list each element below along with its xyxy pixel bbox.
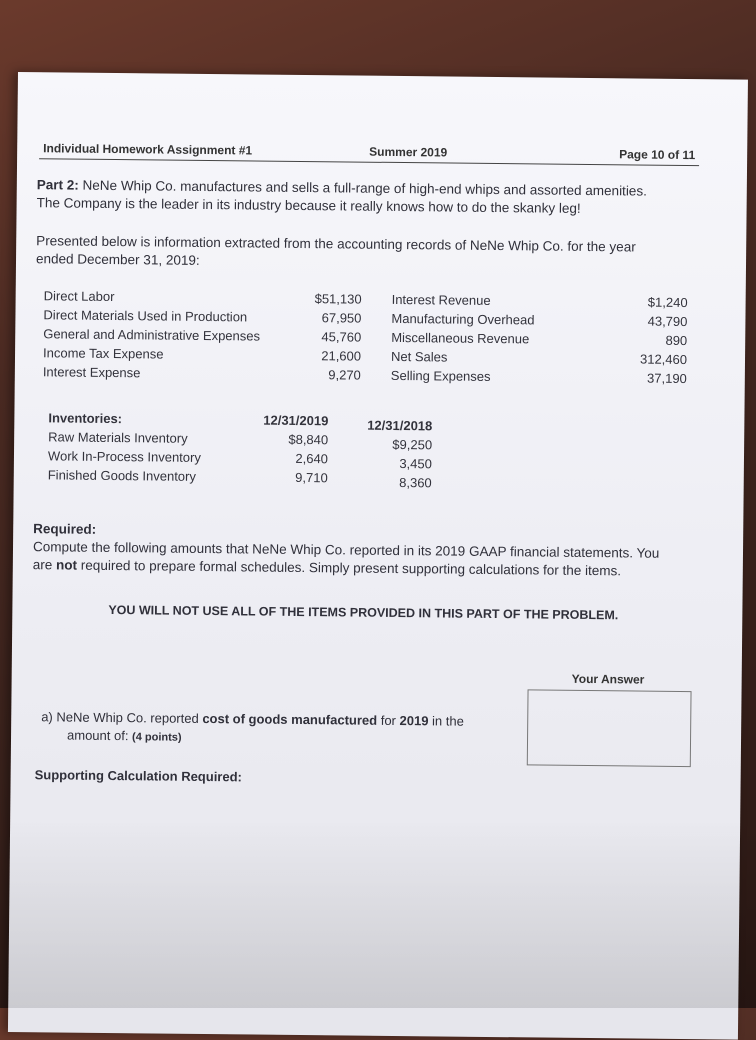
inventories-2019 <box>246 410 329 487</box>
account-label: Selling Expenses <box>390 367 491 384</box>
account-label: Interest Expense <box>42 364 141 381</box>
account-label: General and Administrative Expenses <box>43 326 261 344</box>
account-label: Manufacturing Overhead <box>391 310 535 328</box>
qa-mid: for <box>377 712 400 729</box>
inventories-labels <box>48 408 259 486</box>
part2-paragraph <box>37 176 647 218</box>
inventory-col-2019: 12/31/2019 <box>263 412 329 429</box>
notice-text: YOU WILL NOT USE ALL OF THE ITEMS PROVIDED IN THIS PART OF THE PROBLEM. <box>108 602 619 623</box>
part2-line1: NeNe Whip Co. manufactures and sells a full-range of high-end whips and assorted amenities. <box>78 177 647 199</box>
inventory-value: $8,840 <box>288 431 329 448</box>
accounts-right-labels <box>391 290 572 387</box>
required-line2c: required to prepare formal schedules. Simply present supporting calculations for the items. <box>77 557 622 579</box>
inventories-heading: Inventories: <box>48 410 123 427</box>
account-value: 9,270 <box>328 367 361 383</box>
account-value: 43,790 <box>647 313 688 330</box>
account-value: 890 <box>665 332 688 349</box>
qa-line2: amount of: <box>66 727 133 744</box>
account-value: 21,600 <box>321 348 362 364</box>
page-number: Page 10 of 11 <box>619 147 696 163</box>
inventory-value: $9,250 <box>392 436 433 453</box>
answer-box[interactable] <box>527 689 692 767</box>
inventory-value: 9,710 <box>295 469 328 486</box>
inventory-label: Raw Materials Inventory <box>48 429 188 446</box>
accounts-left-values <box>295 289 362 385</box>
required-not: not <box>56 557 78 573</box>
required-line1: Compute the following amounts that NeNe Whip Co. reported in its 2019 GAAP financial statements. You <box>32 539 660 561</box>
intro-paragraph <box>36 232 636 274</box>
qa-bold2: 2019 <box>399 713 429 729</box>
intro-line1: Presented below is information extracted from the accounting records of NeNe Whip Co. for the year <box>36 233 636 255</box>
account-value: $1,240 <box>647 294 688 311</box>
inventory-value: 3,450 <box>399 456 432 472</box>
your-answer-label: Your Answer <box>571 671 645 687</box>
intro-line2: ended December 31, 2019: <box>35 251 200 268</box>
qa-bold1: cost of goods manufactured <box>202 710 378 728</box>
supporting-calc-label: Supporting Calculation Required: <box>34 767 242 785</box>
question-a <box>41 708 464 749</box>
inventory-col-2018: 12/31/2018 <box>367 417 433 434</box>
account-label: Net Sales <box>390 348 448 365</box>
assignment-title: Individual Homework Assignment #1 <box>43 141 253 158</box>
accounts-right-values <box>611 292 688 388</box>
required-line2a: are <box>32 557 57 573</box>
required-heading: Required: <box>33 521 97 537</box>
inventory-label: Work In-Process Inventory <box>47 448 201 465</box>
inventory-value: 2,640 <box>295 450 329 467</box>
qa-prefix: a) NeNe Whip Co. reported <box>41 709 203 726</box>
account-value: $51,130 <box>314 291 362 307</box>
part2-label: Part 2: <box>36 177 79 193</box>
page-header <box>39 136 699 166</box>
account-value: 37,190 <box>646 370 687 387</box>
inventory-value: 8,360 <box>399 475 432 491</box>
account-value: 312,460 <box>639 351 688 368</box>
part2-line2: The Company is the leader in its industry because it really knows how to do the skanky leg! <box>36 195 581 216</box>
inventories-2018 <box>350 415 433 492</box>
account-label: Direct Materials Used in Production <box>43 307 248 325</box>
account-label: Direct Labor <box>43 288 115 305</box>
account-label: Interest Revenue <box>391 291 491 308</box>
document-page <box>8 72 748 1040</box>
accounts-left-labels <box>43 286 294 384</box>
account-value: 67,950 <box>321 310 362 326</box>
account-label: Income Tax Expense <box>42 345 164 362</box>
inventory-label: Finished Goods Inventory <box>47 467 196 484</box>
account-value: 45,760 <box>321 329 362 345</box>
account-label: Miscellaneous Revenue <box>391 329 530 347</box>
term-label: Summer 2019 <box>369 144 448 160</box>
qa-points: (4 points) <box>132 731 182 744</box>
qa-suffix: in the <box>428 713 464 729</box>
required-section <box>33 520 660 581</box>
